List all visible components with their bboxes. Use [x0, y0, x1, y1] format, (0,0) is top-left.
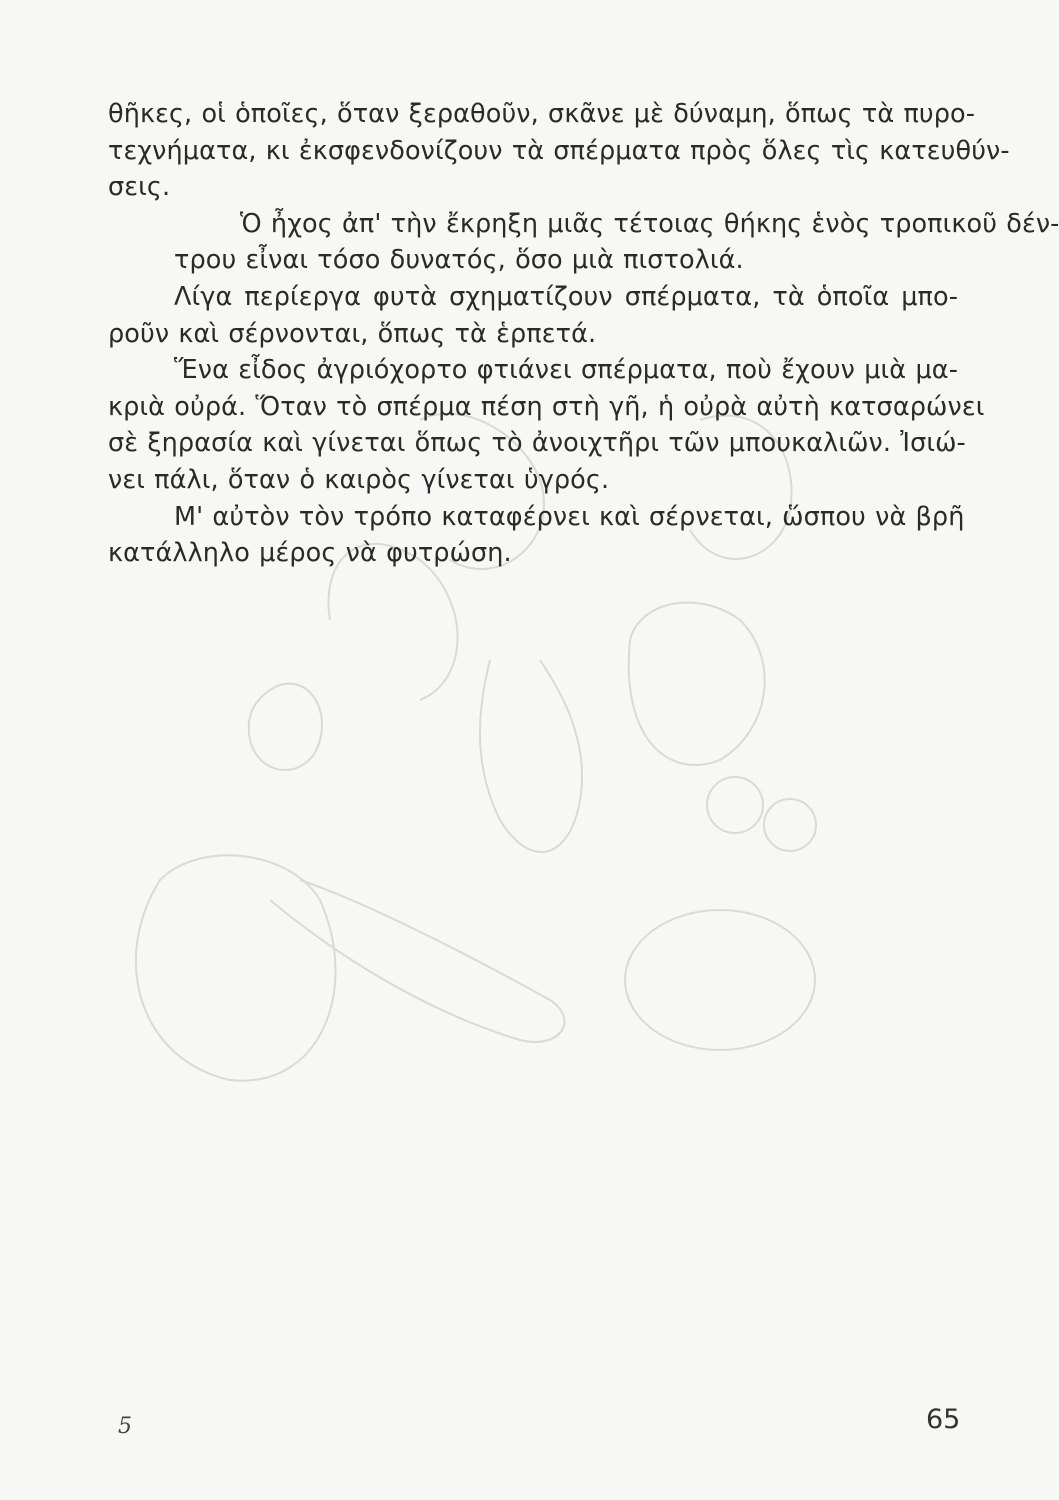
text-line: Ὁ ἦχος ἀπ' τὴν ἔκρηξη μιᾶς τέτοιας θήκης ἑνὸς τροπικοῦ δέν-	[240, 208, 1059, 239]
signature-mark: 5	[118, 1414, 132, 1439]
text-line: σεις.	[108, 172, 171, 203]
paragraph-4	[108, 352, 985, 498]
paragraph-5	[108, 499, 965, 572]
page-number: 65	[926, 1404, 961, 1435]
paragraph-1	[108, 96, 1010, 206]
text-line: νει πάλι, ὅταν ὁ καιρὸς γίνεται ὑγρός.	[108, 464, 610, 495]
text-line: Λίγα περίεργα φυτὰ σχηματίζουν σπέρματα, τὰ ὁποῖα μπο-	[174, 281, 958, 312]
text-line: τεχνήματα, κι ἐκσφενδονίζουν τὰ σπέρματα πρὸς ὅλες τὶς κατευθύν-	[108, 135, 1010, 166]
text-line: θῆκες, οἱ ὁποῖες, ὅταν ξεραθοῦν, σκᾶνε μὲ δύναμη, ὅπως τὰ πυρο-	[108, 99, 976, 129]
text-line: Μ' αὐτὸν τὸν τρόπο καταφέρνει καὶ σέρνεται, ὥσπου νὰ βρῆ	[174, 501, 965, 532]
paragraph-2	[108, 206, 1059, 279]
body-text	[108, 96, 1059, 572]
text-line: ροῦν καὶ σέρνονται, ὅπως τὰ ἑρπετά.	[108, 318, 597, 349]
text-line: Ἕνα εἶδος ἀγριόχορτο φτιάνει σπέρματα, ποὺ ἔχουν μιὰ μα-	[174, 355, 958, 386]
text-line: σὲ ξηρασία καὶ γίνεται ὅπως τὸ ἀνοιχτῆρι τῶν μπουκαλιῶν. Ἰσιώ-	[108, 428, 966, 459]
text-line: κατάλληλο μέρος νὰ φυτρώση.	[108, 538, 512, 569]
text-line: κριὰ οὐρά. Ὅταν τὸ σπέρμα πέση στὴ γῆ, ἡ οὐρὰ αὐτὴ κατσαρώνει	[108, 391, 985, 422]
paragraph-3	[108, 279, 958, 352]
text-line: τρου εἶναι τόσο δυνατός, ὅσο μιὰ πιστολιά.	[174, 245, 744, 276]
